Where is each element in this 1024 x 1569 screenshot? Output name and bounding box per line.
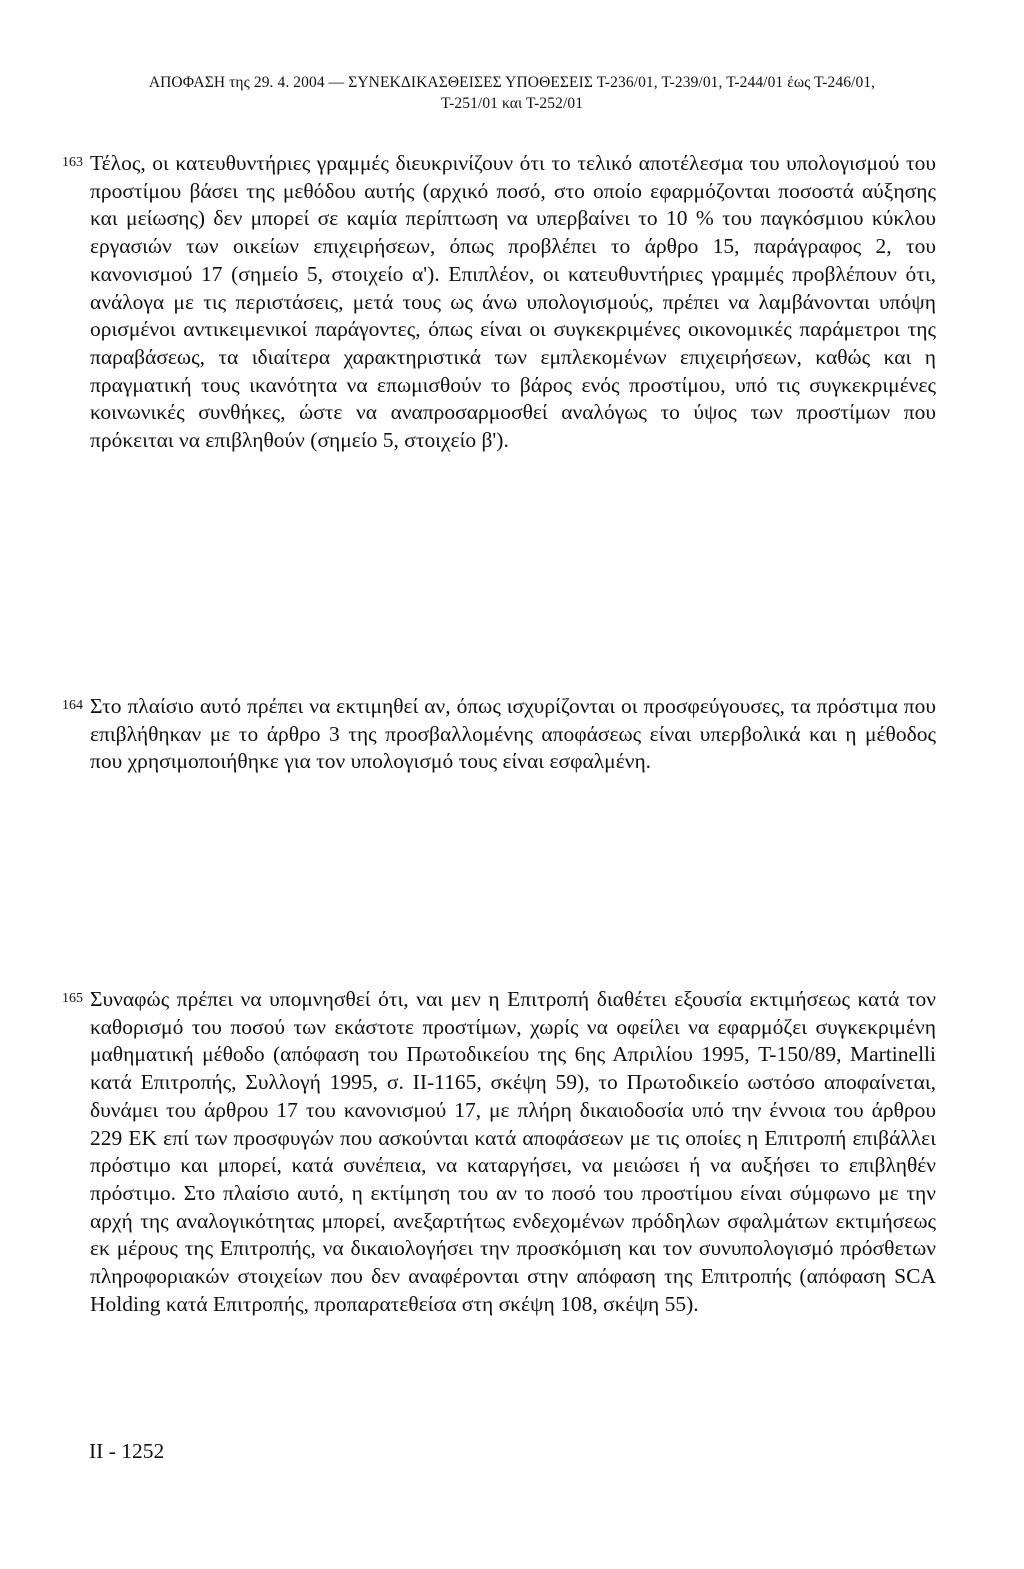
header-line-2: Τ-251/01 και Τ-252/01 — [440, 95, 584, 112]
paragraph-text: Τέλος, οι κατευθυντήριες γραμμές διευκρινίζουν ότι το τελικό αποτέλεσμα του υπολογισμού του προστίμου βάσει της μεθόδου αυτής (αρχικό ποσό, στο οποίο εφαρμόζονται ποσοστά αύξησης και μείωσης) δεν μπορεί σε καμία περίπτωση να υπερβαίνει το 10 % του παγκόσμιου κύκλου εργασιών των οικείων επιχειρήσεων, όπως προβλέπει το άρθρο 15, παράγραφος 2, του κανονισμού 17 (σημείο 5, στοιχείο α'). Επιπλέον, οι κατευθυντήριες γραμμές προβλέπουν ότι, ανάλογα με τις περιστάσεις, μετά τους ως άνω υπολογισμούς, πρέπει να λαμβάνονται υπόψη ορισμένοι αντικειμενικοί παράγοντες, όπως είναι οι συγκεκριμένες οικονομικές παράμετροι της παραβάσεως, τα ιδιαίτερα χαρακτηριστικά των εμπλεκομένων επιχειρήσεων, καθώς και η πραγματική τους ικανότητα να επωμισθούν το βάρος ενός προστίμου, υπό τις συγκεκριμένες κοινωνικές συνθήκες, ώστε να αναπροσαρμοσθεί αναλόγως το ύψος των προστίμων που πρόκειται να επιβληθούν (σημείο 5, στοιχείο β'). — [90, 151, 936, 453]
paragraph-163 — [62, 150, 936, 455]
running-header — [0, 72, 1024, 114]
paragraph-number: 164 — [62, 698, 83, 713]
paragraph-165 — [62, 986, 936, 1318]
page-number: II - 1252 — [89, 1439, 165, 1463]
paragraph-text: Στο πλαίσιο αυτό πρέπει να εκτιμηθεί αν, όπως ισχυρίζονται οι προσφεύγουσες, τα πρόστιμα που επιβλήθηκαν με το άρθρο 3 της προσβαλλομένης αποφάσεως είναι υπερβολικά και η μέθοδος που χρησιμοποιήθηκε για τον υπολογισμό τους είναι εσφαλμένη. — [90, 694, 936, 774]
paragraph-number: 163 — [62, 155, 83, 170]
paragraph-164 — [62, 693, 936, 776]
paragraph-number: 165 — [62, 991, 83, 1006]
paragraph-text: Συναφώς πρέπει να υπομνησθεί ότι, ναι μεν η Επιτροπή διαθέτει εξουσία εκτιμήσεως κατά τον καθορισμό του ποσού των εκάστοτε προστίμων, χωρίς να οφείλει να εφαρμόζει συγκεκριμένη μαθηματική μέθοδο (απόφαση του Πρωτοδικείου της 6ης Απριλίου 1995, T-150/89, Martinelli κατά Επιτροπής, Συλλογή 1995, σ. II-1165, σκέψη 59), το Πρωτοδικείο ωστόσο αποφαίνεται, δυνάμει του άρθρου 17 του κανονισμού 17, με πλήρη δικαιοδοσία υπό την έννοια του άρθρου 229 ΕΚ επί των προσφυγών που ασκούνται κατά αποφάσεων με τις οποίες η Επιτροπή επιβάλλει πρόστιμο και μπορεί, κατά συνέπεια, να καταργήσει, να μειώσει ή να αυξήσει το επιβληθέν πρόστιμο. Στο πλαίσιο αυτό, η εκτίμηση του αν το ποσό του προστίμου είναι σύμφωνο με την αρχή της αναλογικότητας μπορεί, ανεξαρτήτως ενδεχομένων πρόδηλων σφαλμάτων εκτιμήσεως εκ μέρους της Επιτροπής, να δικαιολογήσει την προσκόμιση και τον συνυπολογισμό πρόσθετων πληροφοριακών στοιχείων που δεν αναφέρονται στην απόφαση της Επιτροπής (απόφαση SCA Holding κατά Επιτροπής, προπαρατεθείσα στη σκέψη 108, σκέψη 55). — [90, 987, 936, 1316]
header-line-1: ΑΠΟΦΑΣΗ της 29. 4. 2004 — ΣΥΝΕΚΔΙΚΑΣΘΕΙΣΕΣ ΥΠΟΘΕΣΕΙΣ Τ-236/01, Τ-239/01, Τ-244/01 έως Τ-246/01, — [148, 74, 876, 91]
